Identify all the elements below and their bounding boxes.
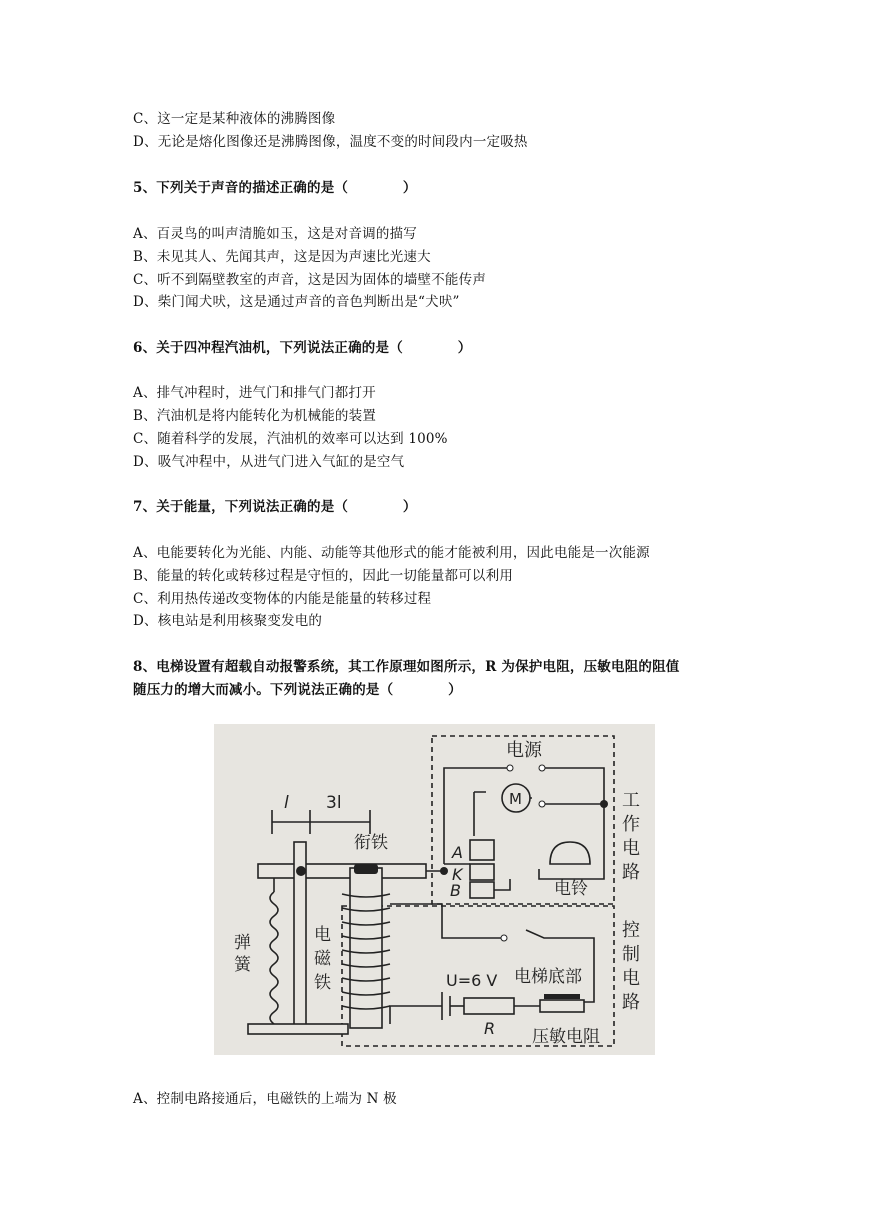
label-armature: 衔铁 xyxy=(354,833,388,853)
circuit-diagram xyxy=(214,724,655,1055)
label-b: B xyxy=(450,881,461,900)
armature-bar xyxy=(258,864,426,878)
option-7d: D、核电站是利用核聚变发电的 xyxy=(133,613,323,629)
spring-coil xyxy=(270,892,278,1024)
magnet-core xyxy=(350,868,382,1028)
label-k: K xyxy=(452,865,463,884)
label-spring-1: 弹 xyxy=(234,933,251,953)
label-magnet-1: 电 xyxy=(314,925,331,945)
option-6a: A、排气冲程时，进气门和排气门都打开 xyxy=(133,385,376,401)
label-floor: 电梯底部 xyxy=(514,967,582,987)
pressure-resistor xyxy=(540,1000,584,1012)
label-motor: M xyxy=(509,790,522,808)
bell-shape xyxy=(550,842,590,864)
label-work-3: 电 xyxy=(622,838,640,859)
label-3l: 3l xyxy=(326,793,342,813)
label-ctrl-3: 电 xyxy=(622,968,640,989)
label-magnet-2: 磁 xyxy=(314,949,331,969)
label-ctrl-4: 路 xyxy=(622,992,640,1013)
label-ctrl-1: 控 xyxy=(622,920,640,941)
label-power: 电源 xyxy=(506,740,542,761)
question-8-line2: 随压力的增大而减小。下列说法正确的是（ ） xyxy=(133,682,462,698)
option-5c: C、听不到隔壁教室的声音，这是因为固体的墙壁不能传声 xyxy=(133,272,487,288)
label-a: A xyxy=(452,843,463,862)
question-5: 5、下列关于声音的描述正确的是（ ） xyxy=(133,180,417,196)
question-8-line1: 8、电梯设置有超载自动报警系统，其工作原理如图所示，R 为保护电阻，压敏电阻的阻值 xyxy=(133,659,680,675)
option-5a: A、百灵鸟的叫声清脆如玉，这是对音调的描写 xyxy=(133,226,417,242)
label-work-2: 作 xyxy=(622,814,640,835)
label-ctrl-2: 制 xyxy=(622,944,640,965)
label-l: l xyxy=(284,793,289,813)
option-6d: D、吸气冲程中，从进气门进入气缸的是空气 xyxy=(133,454,405,470)
line-d4: D、无论是熔化图像还是沸腾图像，温度不变的时间段内一定吸热 xyxy=(133,134,528,150)
label-r: R xyxy=(484,1019,496,1038)
option-7a: A、电能要转化为光能、内能、动能等其他形式的能才能被利用，因此电能是一次能源 xyxy=(133,545,650,561)
protect-resistor xyxy=(464,998,514,1014)
label-work-4: 路 xyxy=(622,862,640,883)
label-spring-2: 簧 xyxy=(234,955,251,975)
label-voltage: U=6 V xyxy=(446,971,498,990)
option-5b: B、未见其人、先闻其声，这是因为声速比光速大 xyxy=(133,249,431,265)
option-6b: B、汽油机是将内能转化为机械能的装置 xyxy=(133,408,377,424)
label-sensor: 压敏电阻 xyxy=(532,1027,600,1047)
question-7: 7、关于能量，下列说法正确的是（ ） xyxy=(133,499,417,515)
option-7b: B、能量的转化或转移过程是守恒的，因此一切能量都可以利用 xyxy=(133,568,514,584)
option-5d: D、柴门闻犬吠，这是通过声音的音色判断出是“犬吠” xyxy=(133,294,460,310)
option-6c: C、随着科学的发展，汽油机的效率可以达到 100% xyxy=(133,431,448,447)
label-magnet-3: 铁 xyxy=(314,973,331,993)
option-8a: A、控制电路接通后，电磁铁的上端为 N 极 xyxy=(133,1091,397,1107)
label-bell: 电铃 xyxy=(554,879,588,899)
label-work-1: 工 xyxy=(622,790,640,811)
question-6: 6、关于四冲程汽油机，下列说法正确的是（ ） xyxy=(133,340,472,356)
base-plate xyxy=(248,1024,348,1034)
line-c4: C、这一定是某种液体的沸腾图像 xyxy=(133,111,336,127)
option-7c: C、利用热传递改变物体的内能是能量的转移过程 xyxy=(133,591,432,607)
